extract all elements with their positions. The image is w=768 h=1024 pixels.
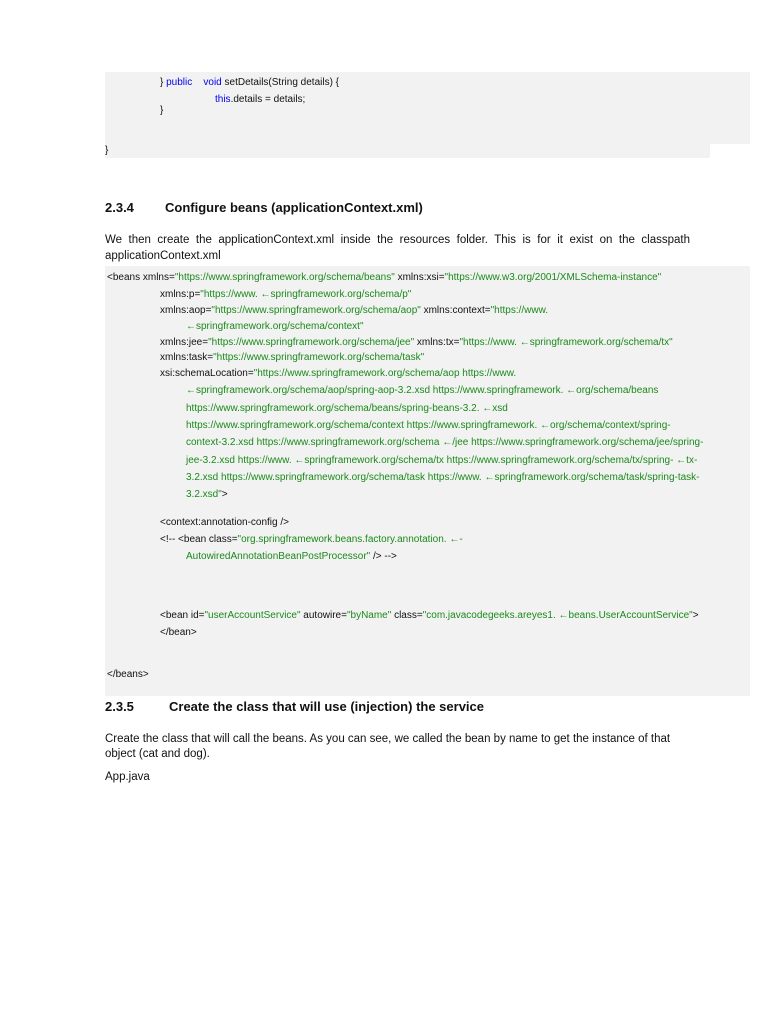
- xml-line: ←springframework.org/schema/context": [186, 321, 364, 332]
- filename-label: applicationContext.xml: [105, 250, 221, 262]
- xml-line: xmlns:aop="https://www.springframework.org/schema/aop" xmlns:context="https://www.: [160, 305, 549, 316]
- section-number: 2.3.4: [105, 200, 134, 215]
- code-line-assign: this.details = details;: [215, 94, 306, 105]
- section-number: 2.3.5: [105, 699, 134, 714]
- code-line-close-class: }: [105, 145, 109, 156]
- intro-paragraph: Create the class that will call the beans. As you can see, we called the bean by name to get the instance of that: [105, 733, 671, 745]
- intro-paragraph: We then create the applicationContext.xml inside the resources folder. This is for it exist on the classpath: [105, 234, 690, 246]
- xml-line: </beans>: [107, 669, 149, 680]
- xml-line: jee-3.2.xsd https://www. ←springframework.org/schema/tx https://www.springframework.org/schema/tx/spring- ←tx-: [186, 455, 698, 466]
- section-heading-2-3-5: [105, 699, 484, 714]
- xml-line: 3.2.xsd https://www.springframework.org/schema/task https://www. ←springframework.org/schema/task/spring-task-: [186, 472, 700, 483]
- xml-line: xmlns:p="https://www. ←springframework.org/schema/p": [160, 289, 412, 300]
- xml-line: xmlns:task="https://www.springframework.org/schema/task": [160, 352, 425, 363]
- code-line-setdetails: } public void setDetails(String details) {: [160, 77, 340, 88]
- intro-paragraph: object (cat and dog).: [105, 748, 210, 760]
- top-code-block-tail: [105, 144, 710, 158]
- section-title: Configure beans (applicationContext.xml): [165, 200, 423, 215]
- xml-line: <beans xmlns="https://www.springframework.org/schema/beans" xmlns:xsi="https://www.w3.org/2001/XMLSchema-instance": [107, 272, 662, 283]
- xml-line: xmlns:jee="https://www.springframework.org/schema/jee" xmlns:tx="https://www. ←springframework.org/schema/tx": [160, 337, 673, 348]
- xml-line: <bean id="userAccountService" autowire="byName" class="com.javacodegeeks.areyes1. ←beans.UserAccountService">: [160, 610, 699, 621]
- xml-line: <context:annotation-config />: [160, 517, 289, 528]
- xml-line: ←springframework.org/schema/aop/spring-aop-3.2.xsd https://www.springframework. ←org/schema/beans: [186, 385, 659, 396]
- xml-line: https://www.springframework.org/schema/context https://www.springframework. ←org/schema/context/spring-: [186, 420, 671, 431]
- xml-line: </bean>: [160, 627, 197, 638]
- filename-label: App.java: [105, 771, 150, 783]
- xml-line: AutowiredAnnotationBeanPostProcessor" /> -->: [186, 551, 397, 562]
- xml-line: 3.2.xsd">: [186, 489, 228, 500]
- code-line-close-method: }: [160, 105, 164, 116]
- section-title: Create the class that will use (injection) the service: [169, 699, 484, 714]
- section-heading-2-3-4: [105, 200, 423, 215]
- xml-line: https://www.springframework.org/schema/beans/spring-beans-3.2. ←xsd: [186, 403, 508, 414]
- xml-line: context-3.2.xsd https://www.springframework.org/schema ←/jee https://www.springframework.org/schema/jee/spring-: [186, 437, 704, 448]
- xml-line: <!-- <bean class="org.springframework.beans.factory.annotation. ←-: [160, 534, 463, 545]
- xml-line: xsi:schemaLocation="https://www.springframework.org/schema/aop https://www.: [160, 368, 517, 379]
